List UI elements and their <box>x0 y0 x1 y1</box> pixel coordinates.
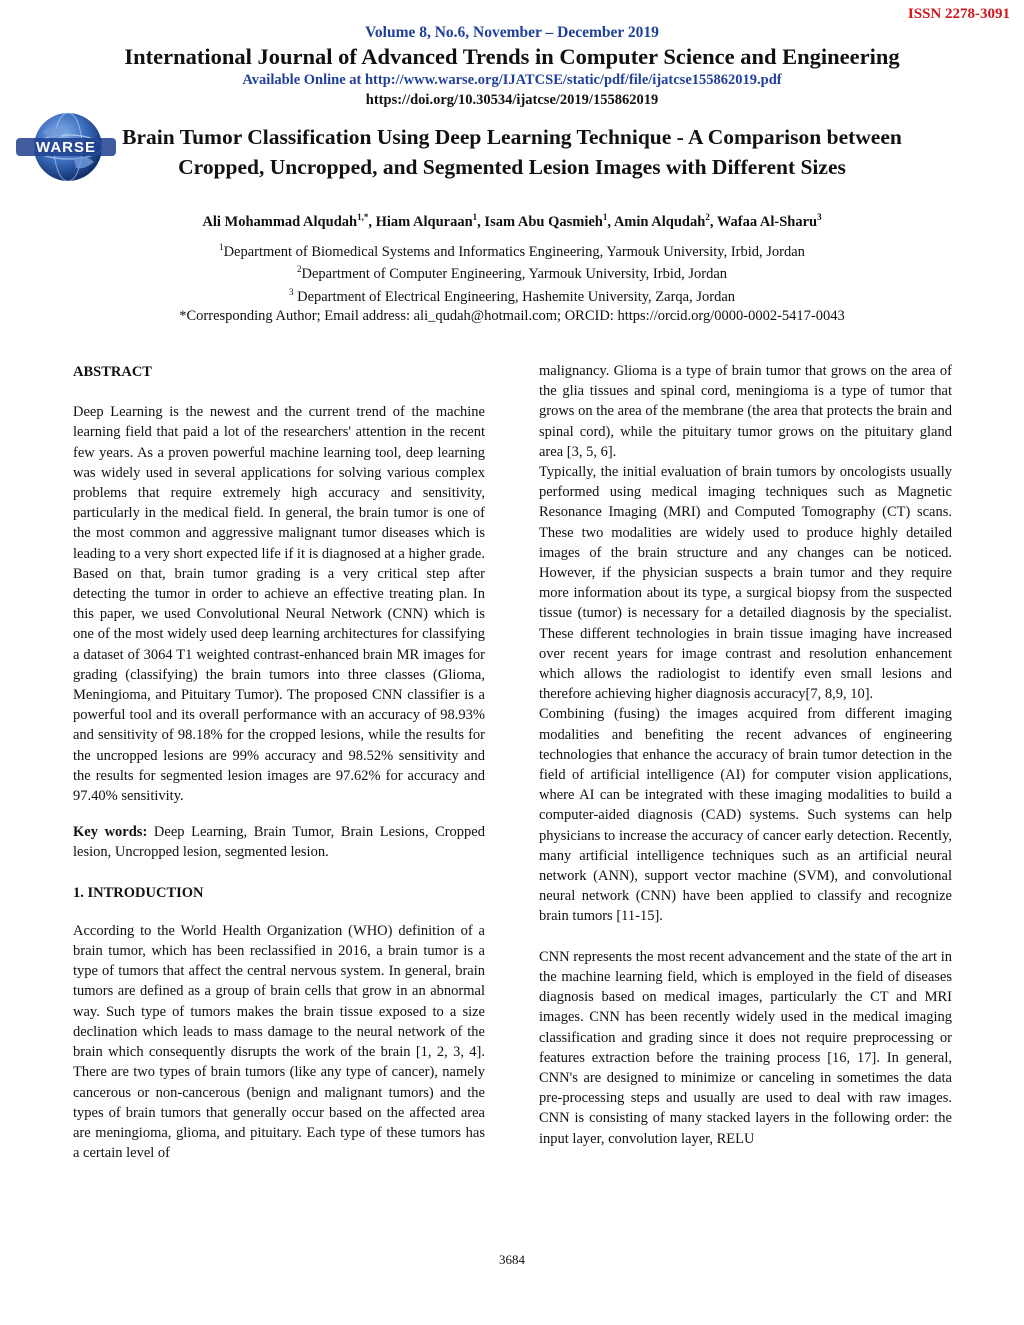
right-column <box>539 361 952 1149</box>
author-superscript: 2 <box>705 212 710 222</box>
volume-issue-line: Volume 8, No.6, November – December 2019 <box>365 24 659 41</box>
affiliation-2 <box>0 264 1024 283</box>
author-list: Ali Mohammad Alqudah$^{1,*}$, Hiam Alquraan$^1$, Isam Abu Qasmieh$^1$, Amin Alqudah$^2$, Wafaa Al-Sharu$^3$ <box>202 212 822 230</box>
corresponding-author: *Corresponding Author; Email address: ali_qudah@hotmail.com; ORCID: https://orcid.org/0000-0002-5417-0043 <box>179 308 845 324</box>
author-name: Isam Abu Qasmieh <box>484 213 603 230</box>
author-name: Ali Mohammad Alqudah <box>202 213 358 230</box>
keywords-text: Deep Learning, Brain Tumor, Brain Lesions, Cropped lesion, Uncropped lesion, segmented lesion. <box>73 824 485 861</box>
warse-logo <box>14 110 118 184</box>
affiliation-superscript: 3 <box>288 287 294 297</box>
abstract-text: Deep Learning is the newest and the current trend of the machine learning field that paid a lot of the researchers' attention in the recent few years. As a proven powerful machine learning tool, deep learning was widely used in several applications for solving various complex problems that require extremely high accuracy and sensitivity, particularly in the medical field. In general, the brain tumor is one of the most common and aggressive malignant tumor diseases which is leading to a very short expected life if it is diagnosed at a higher grade. Based on that, brain tumor grading is a very critical step after detecting the tumor in order to achieve an effective treating plan. In this paper, we used Convolutional Neural Network (CNN) which is one of the most widely used deep learning architectures for classifying a dataset of 3064 T1 weighted contrast-enhanced brain MR images for grading (classifying) the brain tumors into three classes (Glioma, Meningioma, and Pituitary Tumor). The proposed CNN classifier is a powerful tool and its overall performance with an accuracy of 98.93% and sensitivity of 98.18% for the cropped lesions, while the results for the uncropped lesions are 99% accuracy and 98.52% sensitivity and the results for segmented lesion images are 97.62% for accuracy and 97.40% sensitivity. <box>73 404 485 805</box>
affiliation-text: Department of Electrical Engineering, Hashemite University, Zarqa, Jordan <box>297 288 736 305</box>
author-superscript: 3 <box>817 212 822 222</box>
available-online-link[interactable]: Available Online at http://www.warse.org/IJATCSE/static/pdf/file/ijatcse155862019.pdf <box>242 72 782 88</box>
paper-title: Brain Tumor Classification Using Deep Learning Technique - A Comparison between Cropped, Uncropped, and Segmented Lesion Images with Different Sizes <box>122 125 902 179</box>
issn-label: ISSN 2278-3091 <box>907 6 1010 22</box>
introduction-paragraph-1-continued: malignancy. Glioma is a type of brain tumor that grows on the area of the glia tissues and spinal cord, meningioma is a type of tumor that grows on the area of the membrane (the area that protects the brain and spinal cord), while the pituitary tumor grows on the pituitary gland area [3, 5, 6]. <box>539 363 952 460</box>
introduction-paragraph-4: CNN represents the most recent advancement and the state of the art in the machine learning field, which is employed in the field of diseases diagnosis based on medical images, particularly the CT and MRI images. CNN has been recently widely used in the medical imaging classification and grading since it does not require preprocessing or features extraction before the training process [16, 17]. In general, CNN's are designed to minimize or canceling in sometimes the data pre-processing steps and usually are used to deal with raw images. CNN is consisting of many stacked layers in the following order: the input layer, convolution layer, RELU <box>539 948 952 1147</box>
author-superscript: 1 <box>602 212 608 222</box>
doi-link[interactable]: https://doi.org/10.30534/ijatcse/2019/155862019 <box>365 92 659 108</box>
affiliation-superscript: 1 <box>219 242 224 252</box>
affiliation-3 <box>0 287 1024 306</box>
introduction-paragraph-1: According to the World Health Organization (WHO) definition of a brain tumor, which has been reclassified in 2016, a brain tumor is a type of tumors that affect the central nervous system. In general, brain tumors are defined as a group of brain cells that grow in an abnormal way. Such type of tumors makes the brain tissue exposed to a size declination which leads to mass damage to the neural network of the brain which consequently disrupts the work of the brain [1, 2, 3, 4]. There are two types of brain tumors (like any type of cancer), namely cancerous or non-cancerous (benign and malignant tumors) and the types of brain tumors that generally occur based on the affected area are meningioma, glioma, and pituitary. Each type of these tumors has a certain level of <box>73 922 485 1162</box>
logo-text: WARSE <box>35 139 97 156</box>
introduction-paragraph-2: Typically, the initial evaluation of brain tumors by oncologists usually performed using medical imaging techniques such as Magnetic Resonance Imaging (MRI) and Computed Tomography (CT) scans. These two modalities are widely used to produce highly detailed images of the brain structure and any changes can be noticed. However, if the physician suspects a brain tumor and they require more information about its type, a surgical biopsy from the suspected tissue (tumor) is necessary for a detailed diagnosis by the specialist. These different technologies in brain tissue imaging have increased over recent years for image contrast and resolution enhancement which allows the radiologist to identify even small lesions and therefore achieving higher diagnosis accuracy[7, 8,9, 10]. <box>539 464 952 703</box>
abstract-heading: ABSTRACT <box>73 364 152 380</box>
affiliation-text: Department of Biomedical Systems and Informatics Engineering, Yarmouk University, Irbid, Jordan <box>223 243 805 260</box>
author-name: Amin Alqudah <box>613 213 706 230</box>
author-superscript: 1 <box>472 212 478 222</box>
author-name: Hiam Alquraan <box>375 213 473 230</box>
affiliation-text: Department of Computer Engineering, Yarmouk University, Irbid, Jordan <box>301 265 728 282</box>
keywords-paragraph <box>73 822 485 862</box>
keywords-label: Key words: <box>73 824 148 841</box>
author-superscript: 1,* <box>357 212 369 222</box>
page-number: 3684 <box>499 1252 525 1267</box>
left-column <box>73 362 485 1163</box>
affiliation-superscript: 2 <box>296 264 302 274</box>
journal-title: International Journal of Advanced Trends in Computer Science and Engineering <box>124 44 900 69</box>
introduction-paragraph-3: Combining (fusing) the images acquired from different imaging modalities and benefiting the recent advances of engineering technologies that enhance the accuracy of brain tumor detection in the field of artificial intelligence (AI) for computer vision applications, where AI can be integrated with these imaging modalities to build a computer-aided diagnosis (CAD) systems. Such systems can help physicians to increase the accuracy of cancer early detection. Recently, many artificial intelligence techniques such as an artificial neural network (ANN), support vector machine (SVM), and convolutional neural network (CNN) have been applied to classify and recognize brain tumors [11-15]. <box>539 706 952 925</box>
introduction-heading: 1. INTRODUCTION <box>73 884 204 901</box>
affiliation-1 <box>0 242 1024 261</box>
author-name: Wafaa Al-Sharu <box>716 213 818 230</box>
